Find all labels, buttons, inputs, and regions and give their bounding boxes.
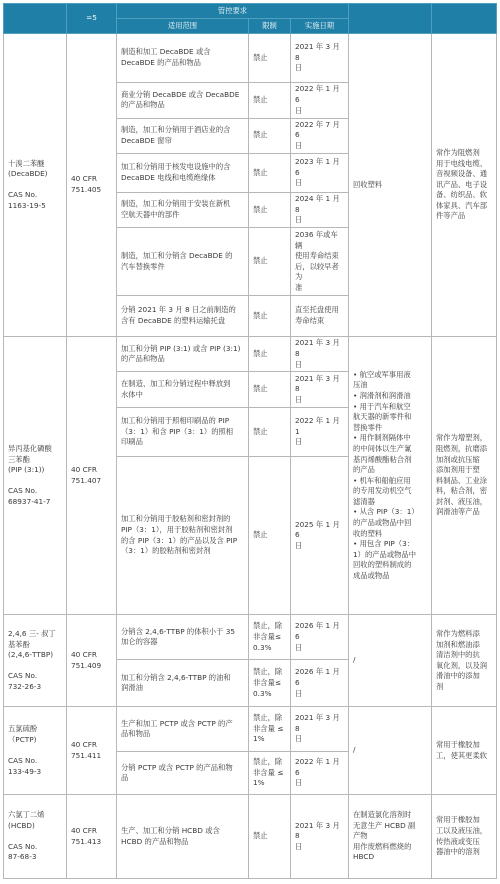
- scope-cell: 加工和分销用于核发电设施中的含 DecaBDE 电线和电缆绝缘体: [117, 153, 249, 192]
- limit-cell: 禁止: [249, 795, 291, 879]
- limit-cell: 禁止: [249, 153, 291, 192]
- date-cell: 2021 年 3 月 8 日: [291, 795, 349, 879]
- scope-cell: 商业分销 DecaBDE 或含 DecaBDE 的产品和物品: [117, 83, 249, 118]
- limit-cell: 禁止: [249, 456, 291, 614]
- limit-cell: 禁止: [249, 34, 291, 83]
- table-row: [4, 795, 497, 879]
- limit-cell: 禁止: [249, 407, 291, 456]
- limit-cell: 禁止: [249, 372, 291, 407]
- substance-cell: 异丙基化磷酸 三苯酯 (PIP (3:1)) CAS No. 68937-41-7: [4, 337, 67, 615]
- limit-cell: 禁止，除 非含量≤ 0.3%: [249, 660, 291, 707]
- scope-cell: 制造，加工和分销含 DecaBDE 的 汽车替换零件: [117, 228, 249, 296]
- date-cell: 直至托盘使用 寿命结束: [291, 296, 349, 337]
- exemption-cell: /: [349, 707, 432, 795]
- regulation-table: [3, 3, 497, 879]
- scope-cell: 加工和分销用于照相印刷品的 PIP （3：1）和含 PIP（3：1）的照相 印刷品: [117, 407, 249, 456]
- exemption-cell: • 航空或军事用液 压油 • 润滑剂和润滑油 • 用于汽车和航空 航天器的新零件和 替换零件 • 用作制剂隔体中 的中间体以生产氰 基丙烯酸酯粘合剂 的产品 • 机车和船舶应用 的专用发动机空气 滤清器 • 从含 PIP（3：1） 的产品或物品中回 收的塑料 • 用包含 PIP（3： 1）的产品或物品中 回收的塑料制成的 成品或物品: [349, 337, 432, 615]
- table-row: [4, 34, 497, 83]
- regulation-cell: 40 CFR 751.411: [67, 707, 117, 795]
- date-cell: 2025 年 1 月 6 日: [291, 456, 349, 614]
- date-cell: 2021 年 3 月 8 日: [291, 372, 349, 407]
- scope-cell: 加工和分销 PIP (3:1) 或含 PIP (3:1) 的产品和物品: [117, 337, 249, 372]
- scope-cell: 制造，加工和分销用于安装在新机 空航天器中的部件: [117, 192, 249, 227]
- scope-cell: 制造，加工和分销用于酒店业的含 DecaBDE 窗帘: [117, 118, 249, 153]
- limit-cell: 禁止: [249, 118, 291, 153]
- scope-cell: 在制造、加工和分销过程中释放到 水体中: [117, 372, 249, 407]
- table-row: [4, 337, 497, 372]
- date-cell: 2026 年 1 月 6 日: [291, 615, 349, 660]
- header-blank: [432, 4, 497, 34]
- date-cell: 2021 年 3 月 8 日: [291, 337, 349, 372]
- regulation-cell: 40 CFR 751.409: [67, 615, 117, 707]
- header-blank: [4, 4, 67, 34]
- date-cell: 2022 年 1 月 6 日: [291, 752, 349, 795]
- exemption-cell: /: [349, 615, 432, 707]
- usage-cell: 常用于橡胶加 工，使其更柔软: [432, 707, 497, 795]
- table-row: [4, 615, 497, 660]
- scope-cell: 制造和加工 DecaBDE 或含 DecaBDE 的产品和物品: [117, 34, 249, 83]
- usage-cell: 常作为增塑剂， 阻燃剂，抗磨添 加剂或抗压缩 添加剂用于塑 料制品、工业涂 料，粘合剂，密 封剂、液压油， 润滑油等产品: [432, 337, 497, 615]
- scope-cell: 分销含 2,4,6-TTBP 的体积小于 35 加仑的容器: [117, 615, 249, 660]
- table-header: [4, 4, 497, 34]
- date-cell: 2022 年 1 月 1 日: [291, 407, 349, 456]
- date-cell: 2022 年 7 月 6 日: [291, 118, 349, 153]
- header-requirement: 管控要求: [117, 4, 349, 19]
- table-body: [4, 34, 497, 879]
- limit-cell: 禁止: [249, 296, 291, 337]
- scope-cell: 加工和分销含 2,4,6-TTBP 的油和 润滑油: [117, 660, 249, 707]
- date-cell: 2026 年 1 月 6 日: [291, 660, 349, 707]
- date-cell: 2021 年 3 月 8 日: [291, 707, 349, 752]
- scope-cell: 分销 PCTP 或含 PCTP 的产品和物 品: [117, 752, 249, 795]
- limit-cell: 禁止: [249, 192, 291, 227]
- scope-cell: 生产和加工 PCTP 或含 PCTP 的产 品和物品: [117, 707, 249, 752]
- header-date: 实施日期: [291, 19, 349, 34]
- header-limit: 限制: [249, 19, 291, 34]
- header-scope: 适用范围: [117, 19, 249, 34]
- regulation-cell: 40 CFR 751.407: [67, 337, 117, 615]
- date-cell: 2023 年 1 月 6 日: [291, 153, 349, 192]
- limit-cell: 禁止，除 非含量≤ 0.3%: [249, 615, 291, 660]
- regulation-cell: 40 CFR 751.405: [67, 34, 117, 337]
- scope-cell: 分销 2021 年 3 月 8 日之前制造的 含有 DecaBDE 的塑料运输托盘: [117, 296, 249, 337]
- substance-cell: 五氯硫酚 （PCTP) CAS No. 133-49-3: [4, 707, 67, 795]
- date-cell: 2022 年 1 月 6 日: [291, 83, 349, 118]
- limit-cell: 禁止: [249, 83, 291, 118]
- regulation-cell: 40 CFR 751.413: [67, 795, 117, 879]
- scope-cell: 加工和分销用于胶粘剂和密封剂的 PIP（3：1），用于胶粘剂和密封剂 的含 PIP（3：1）的产品以及含 PIP （3：1）的胶粘剂和密封剂: [117, 456, 249, 614]
- substance-cell: 十溴二苯醚 (DecaBDE) CAS No. 1163-19-5: [4, 34, 67, 337]
- exemption-cell: 回收塑料: [349, 34, 432, 337]
- date-cell: 2021 年 3 月 8 日: [291, 34, 349, 83]
- limit-cell: 禁止: [249, 228, 291, 296]
- limit-cell: 禁止，除 非含量 ≤ 1%: [249, 707, 291, 752]
- date-cell: 2036 年或车辆 使用寿命结束 后，以较早者为 准: [291, 228, 349, 296]
- exemption-cell: 在制造氯化溶剂时 无意生产 HCBD 副 产物 用作废燃料燃烧的 HBCD: [349, 795, 432, 879]
- date-cell: 2024 年 1 月 8 日: [291, 192, 349, 227]
- usage-cell: 常用于橡胶加 工以及液压油， 传热液或变压 器油中的溶剂: [432, 795, 497, 879]
- limit-cell: 禁止: [249, 337, 291, 372]
- table-row: [4, 707, 497, 752]
- header-law: =5: [67, 4, 117, 34]
- substance-cell: 2,4,6 三- 叔丁 基苯酚 (2,4,6-TTBP) CAS No. 732-26-3: [4, 615, 67, 707]
- scope-cell: 生产、加工和分销 HCBD 或含 HCBD 的产品和物品: [117, 795, 249, 879]
- header-blank: [349, 4, 432, 34]
- usage-cell: 常作为阻燃剂 用于电线电缆、 音视频设备、通 讯产品、电子设 备、纺织品、软 体家具、汽车部 件等产品: [432, 34, 497, 337]
- limit-cell: 禁止，除 非含量 ≤ 1%: [249, 752, 291, 795]
- substance-cell: 六氯丁二烯 (HCBD) CAS No. 87-68-3: [4, 795, 67, 879]
- usage-cell: 常作为燃料添 加剂和燃油添 清洁剂中的抗 氧化剂，以及润 滑油中的添加 剂: [432, 615, 497, 707]
